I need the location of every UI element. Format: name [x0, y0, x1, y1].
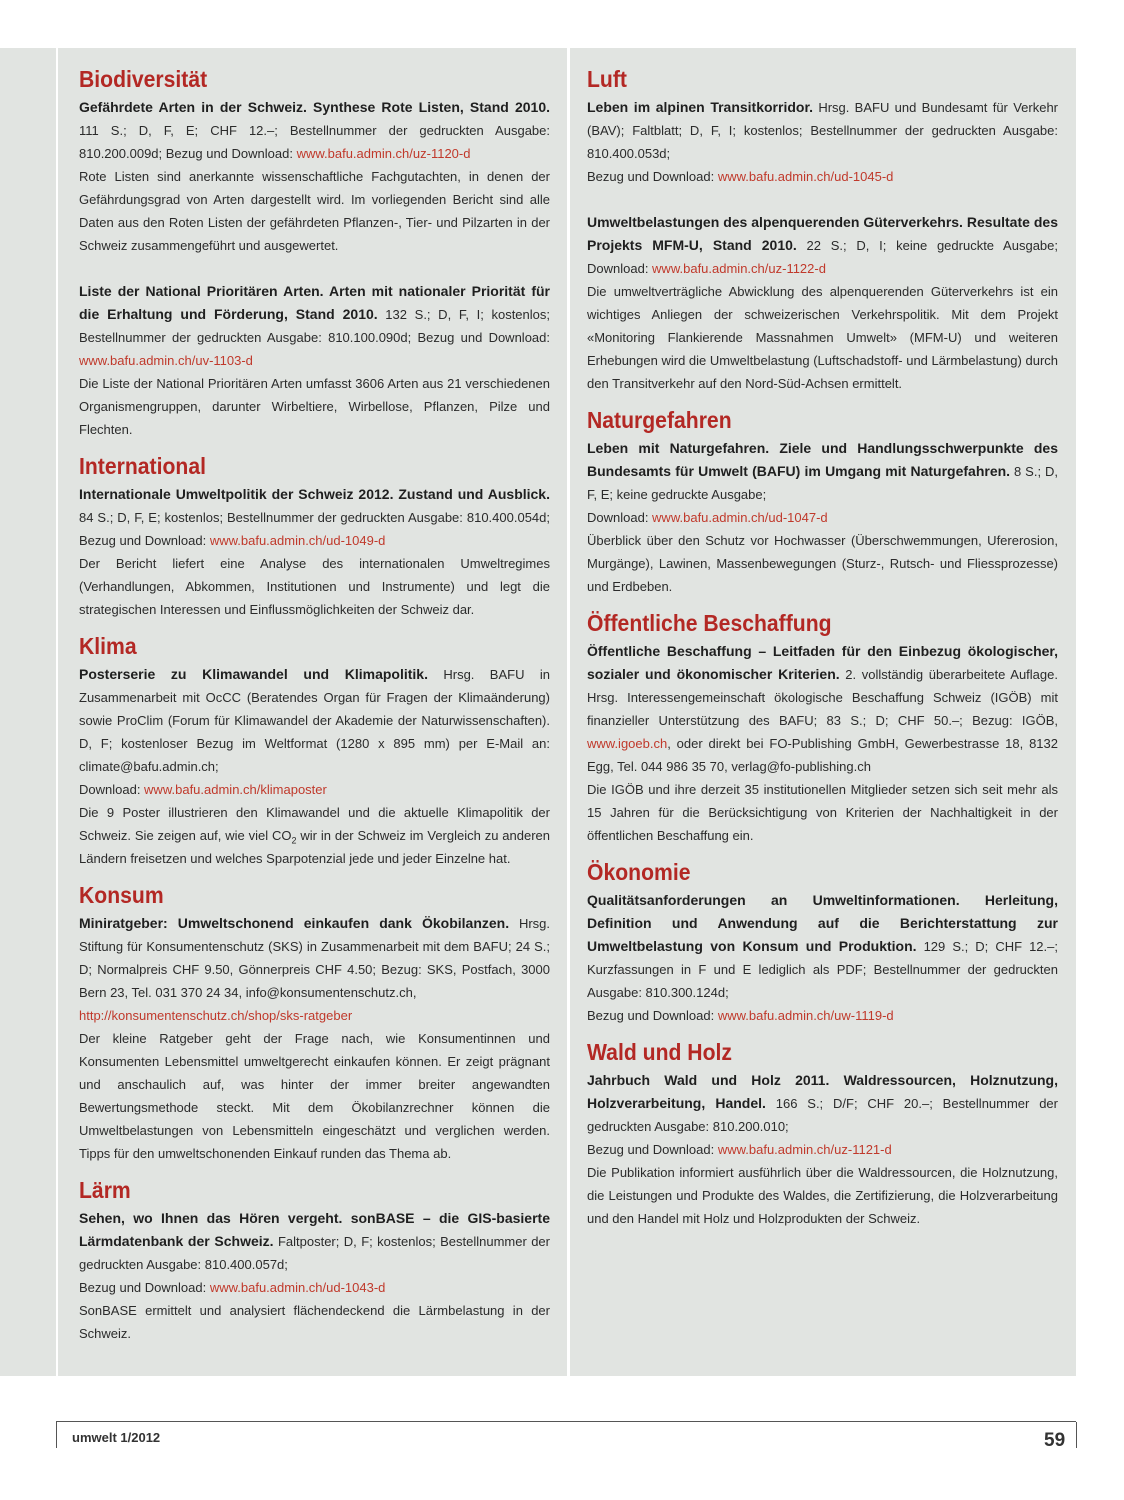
- section-title: Lärm: [79, 1177, 131, 1203]
- publication-details: 166 S.; D/F; CHF 20.–; Bestellnummer der gedruckten Ausgabe: 810.200.010;: [587, 1096, 1058, 1134]
- footer-tick-left: [56, 1422, 57, 1448]
- publication-description: Der Bericht liefert eine Analyse des internationalen Umweltregimes (Verhandlungen, Abkommen, Institutionen und Instrumente) und legt die strategischen Interessen und Einflussmöglichkeiten der Schweiz dar.: [79, 556, 550, 617]
- publication-details: 84 S.; D, F, E; kostenlos; Bestellnummer der gedruckten Ausgabe: 810.400.054d; Bezug und Download:: [79, 510, 550, 548]
- section-klima: [79, 631, 550, 870]
- section-title: Konsum: [79, 882, 164, 908]
- section-title: Ökonomie: [587, 859, 691, 885]
- publication-details: 111 S.; D, F, E; CHF 12.–; Bestellnummer der gedruckten Ausgabe: 810.200.009d; Bezug und Download:: [79, 123, 550, 161]
- publication-details: 22 S.; D, I; keine gedruckte Ausgabe; Download:: [587, 238, 1058, 276]
- publication-entry: [79, 483, 550, 621]
- publication-details: 8 S.; D, F, E; keine gedruckte Ausgabe;: [587, 464, 1058, 502]
- publication-link[interactable]: www.bafu.admin.ch/klimaposter: [144, 782, 327, 797]
- publication-details: , oder direkt bei FO-Publishing GmbH, Gewerbestrasse 18, 8132 Egg, Tel. 044 986 35 70, verlag@fo-publishing.ch: [587, 736, 1058, 774]
- section-title: Naturgefahren: [587, 407, 732, 433]
- publication-details: 132 S.; D, F, I; kostenlos; Bestellnummer der gedruckten Ausgabe: 810.100.090d; Bezug und Download:: [79, 307, 551, 345]
- publication-description: Die Liste der National Prioritären Arten umfasst 3606 Arten aus 21 verschiedenen Organismengruppen, darunter Wirbeltiere, Wirbellose, Pflanzen, Pilze und Flechten.: [79, 376, 550, 437]
- publication-link[interactable]: www.bafu.admin.ch/ud-1043-d: [209, 1280, 386, 1295]
- publication-entry: [587, 640, 1058, 847]
- publication-title: Qualitätsanforderungen an Umweltinformationen. Herleitung, Definition und Anwendung auf die Berichterstattung zur Umweltbelastung von Konsum und Produktion.: [587, 892, 1058, 954]
- publication-description: Rote Listen sind anerkannte wissenschaftliche Fachgutachten, in denen der Gefährdungsgrad von Arten dargestellt wird. Im vorliegenden Bericht sind alle Daten aus den Roten Listen der gefährdeten Pflanzen-, Tier- und Pilzarten in der Schweiz zusammengeführt und ausgewertet.: [79, 169, 550, 253]
- section-biodiversitaet: [79, 64, 550, 441]
- publication-description: Die umweltverträgliche Abwicklung des alpenquerenden Güterverkehrs ist ein wichtiges Anliegen der schweizerischen Verkehrspolitik. Mit dem Projekt «Monitoring Flankierende Massnahmen Umwelt» (MFM-U) und weiteren Erhebungen wird die Umweltbelastung (Luftschadstoff- und Lärmbelastung) durch den Transitverkehr auf den Nord-Süd-Achsen ermittelt.: [587, 284, 1058, 391]
- publication-description: SonBASE ermittelt und analysiert flächendeckend die Lärmbelastung in der Schweiz.: [79, 1303, 550, 1341]
- publication-entry: [587, 889, 1058, 1027]
- section-title: International: [79, 453, 206, 479]
- download-line: [587, 1138, 1058, 1161]
- publication-entry: [79, 663, 550, 870]
- column-divider: [567, 48, 570, 1376]
- publication-entry: [79, 1207, 550, 1345]
- left-divider: [56, 48, 58, 1376]
- section-title: Biodiversität: [79, 66, 208, 92]
- publication-link[interactable]: www.bafu.admin.ch/uv-1103-d: [79, 353, 253, 368]
- publication-title: Internationale Umweltpolitik der Schweiz 2012. Zustand und Ausblick.: [79, 486, 550, 502]
- publication-entry: [587, 437, 1058, 598]
- publication-description: [79, 801, 550, 870]
- publication-title: Miniratgeber: Umweltschonend einkaufen dank Ökobilanzen.: [79, 915, 510, 931]
- publication-details: Hrsg. BAFU und Bundesamt für Verkehr (BAV); Faltblatt; D, F, I; kostenlos; Bestellnummer der gedruckten Ausgabe: 810.400.053d;: [587, 100, 1058, 161]
- right-column: [587, 64, 1058, 1240]
- publication-entry: [587, 211, 1058, 395]
- publication-title: Jahrbuch Wald und Holz 2011. Waldressourcen, Holznutzung, Holzverarbeitung, Handel.: [587, 1072, 1058, 1111]
- section-konsum: [79, 880, 550, 1165]
- download-label: Download:: [587, 510, 653, 525]
- download-label: Download:: [79, 782, 145, 797]
- publication-entry: [587, 1069, 1058, 1230]
- publication-description: Die Publikation informiert ausführlich über die Waldressourcen, die Holznutzung, die Leistungen und Produkte des Waldes, die Zertifizierung, die Holzverarbeitung und den Handel mit Holz und Holzprodukten der Schweiz.: [587, 1165, 1058, 1226]
- publication-details: 2. vollständig überarbeitete Auflage. Hrsg. Interessengemeinschaft ökologische Beschaffung Schweiz (IGÖB) mit finanzieller Unterstützung des BAFU; 83 S.; D; CHF 50.–; Bezug: IGÖB,: [587, 667, 1058, 728]
- section-wald-und-holz: [587, 1037, 1058, 1230]
- magazine-issue: umwelt 1/2012: [72, 1430, 161, 1445]
- publication-link[interactable]: www.bafu.admin.ch/ud-1047-d: [652, 510, 828, 525]
- download-line: [587, 1004, 1058, 1027]
- publication-description: Die IGÖB und ihre derzeit 35 institutionellen Mitglieder setzen sich seit mehr als 15 Jahren für die Berücksichtigung von Kriterien der Nachhaltigkeit in der öffentlichen Beschaffung ein.: [587, 782, 1058, 843]
- section-oeffentliche-beschaffung: [587, 608, 1058, 847]
- download-line: [79, 778, 550, 801]
- section-luft: [587, 64, 1058, 395]
- download-label: Bezug und Download:: [587, 1008, 718, 1023]
- publication-details: Hrsg. BAFU in Zusammenarbeit mit OcCC (Beratendes Organ für Fragen der Klimaänderung) sowie ProClim (Forum für Klimawandel der Akademie der Naturwissenschaften). D, F; kostenloser Bezug im Weltformat (1280 x 895 mm) per E-Mail an: climate@bafu.admin.ch;: [79, 667, 550, 774]
- download-line: [79, 1276, 550, 1299]
- publication-entry: [79, 280, 550, 441]
- publication-title: Leben mit Naturgefahren. Ziele und Handlungsschwerpunkte des Bundesamts für Umwelt (BAFU) im Umgang mit Naturgefahren.: [587, 440, 1058, 479]
- co2-subscript: 2: [291, 835, 297, 846]
- section-title: Klima: [79, 633, 137, 659]
- publication-link[interactable]: www.bafu.admin.ch/uz-1120-d: [296, 146, 471, 161]
- publication-link[interactable]: http://konsumentenschutz.ch/shop/sks-ratgeber: [79, 1008, 353, 1023]
- publication-link[interactable]: www.igoeb.ch: [587, 736, 668, 751]
- section-title: Öffentliche Beschaffung: [587, 610, 832, 636]
- section-international: [79, 451, 550, 621]
- download-line: [587, 506, 1058, 529]
- publication-description: Überblick über den Schutz vor Hochwasser (Überschwemmungen, Ufererosion, Murgänge), Lawinen, Massenbewegungen (Sturz-, Rutsch- und Fliessprozesse) und Erdbeben.: [587, 533, 1058, 594]
- publication-title: Öffentliche Beschaffung – Leitfaden für den Einbezug ökologischer, sozialer und ökonomischer Kriterien.: [587, 643, 1058, 682]
- publication-details: Hrsg. Stiftung für Konsumentenschutz (SKS) in Zusammenarbeit mit dem BAFU; 24 S.; D; Normalpreis CHF 9.50, Gönnerpreis CHF 4.50; Bezug: SKS, Postfach, 3000 Bern 23, Tel. 031 370 24 34, info@konsumentenschutz.ch,: [79, 916, 551, 1000]
- publication-title: Umweltbelastungen des alpenquerenden Güterverkehrs. Resultate des Projekts MFM-U, Stand 2010.: [587, 214, 1058, 253]
- left-column: [79, 64, 550, 1355]
- description-part: wir in der Schweiz im Vergleich zu anderen Ländern freisetzen und welches Sparpotenzial jede und jeder Einzelne hat.: [79, 828, 551, 866]
- publication-entry: [79, 912, 550, 1165]
- download-label: Bezug und Download:: [587, 1142, 718, 1157]
- description-part: Die 9 Poster illustrieren den Klimawandel und die aktuelle Klimapolitik der Schweiz. Sie zeigen auf, wie viel CO: [79, 805, 550, 843]
- publication-title: Gefährdete Arten in der Schweiz. Synthese Rote Listen, Stand 2010.: [79, 99, 550, 115]
- publication-entry: [79, 96, 550, 257]
- publication-link[interactable]: www.bafu.admin.ch/uz-1121-d: [717, 1142, 892, 1157]
- publication-title: Sehen, wo Ihnen das Hören vergeht. sonBASE – die GIS-basierte Lärmdatenbank der Schweiz.: [79, 1210, 550, 1249]
- publication-entry: [587, 96, 1058, 188]
- footer-tick-right: [1076, 1422, 1077, 1448]
- section-naturgefahren: [587, 405, 1058, 598]
- publication-description: Der kleine Ratgeber geht der Frage nach, wie Konsumentinnen und Konsumenten Lebensmittel umweltgerecht einkaufen können. Er zeigt prägnant und anschaulich auf, was hinter der immer breiter angewandten Bewertungsmethode steckt. Mit dem Ökobilanzrechner können die Umweltbelastungen von Lebensmitteln eingeschätzt und verglichen werden. Tipps für den umweltschonenden Einkauf runden das Thema ab.: [79, 1031, 550, 1161]
- publication-title: Leben im alpinen Transitkorridor.: [587, 99, 814, 115]
- publication-link[interactable]: www.bafu.admin.ch/ud-1049-d: [209, 533, 386, 548]
- publication-link[interactable]: www.bafu.admin.ch/uz-1122-d: [652, 261, 826, 276]
- publication-details: 129 S.; D; CHF 12.–; Kurzfassungen in F und E lediglich als PDF; Bestellnummer der gedruckten Ausgabe: 810.300.124d;: [587, 939, 1058, 1000]
- download-label: Bezug und Download:: [587, 169, 718, 184]
- section-title: Wald und Holz: [587, 1039, 732, 1065]
- download-line: [587, 165, 1058, 188]
- publication-link[interactable]: www.bafu.admin.ch/uw-1119-d: [717, 1008, 894, 1023]
- download-label: Bezug und Download:: [79, 1280, 210, 1295]
- section-laerm: [79, 1175, 550, 1345]
- publication-title: Posterserie zu Klimawandel und Klimapolitik.: [79, 666, 428, 682]
- publication-details: Faltposter; D, F; kostenlos; Bestellnummer der gedruckten Ausgabe: 810.400.057d;: [79, 1234, 550, 1272]
- publication-title: Liste der National Prioritären Arten. Arten mit nationaler Priorität für die Erhaltung und Förderung, Stand 2010.: [79, 283, 550, 322]
- page-number: 59: [1044, 1430, 1066, 1451]
- publication-link[interactable]: www.bafu.admin.ch/ud-1045-d: [717, 169, 894, 184]
- footer-rule: [56, 1421, 1076, 1422]
- section-oekonomie: [587, 857, 1058, 1027]
- section-title: Luft: [587, 66, 627, 92]
